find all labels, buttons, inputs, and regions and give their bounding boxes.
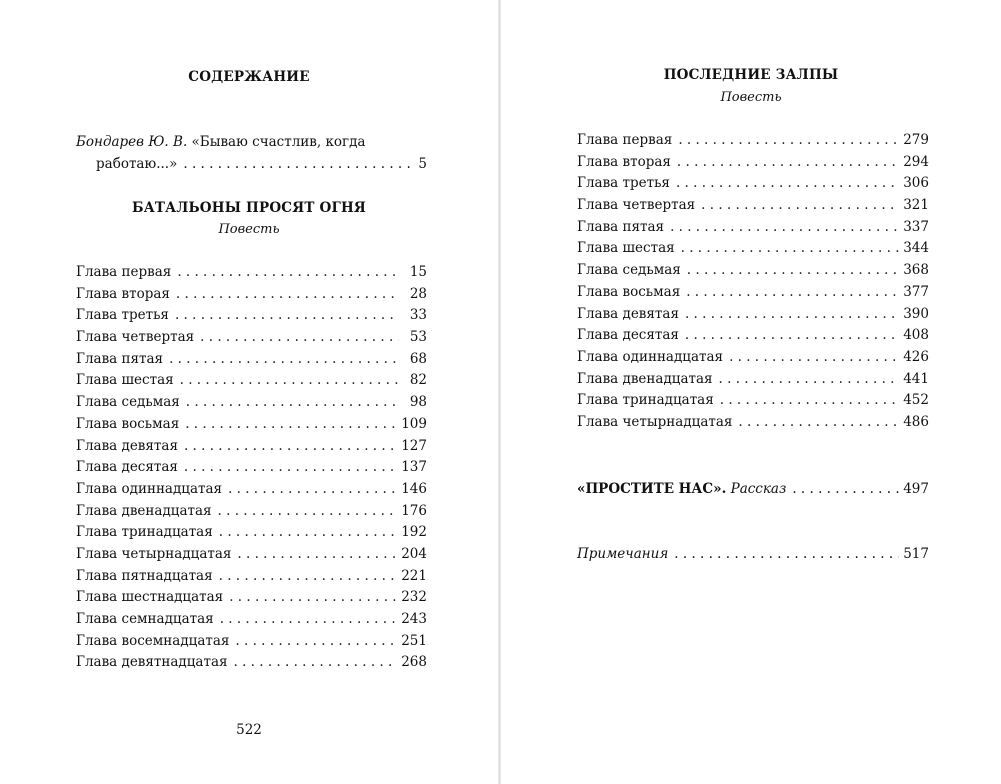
leader-dots <box>228 479 397 501</box>
leader-dots <box>234 652 398 674</box>
story-entry <box>577 479 929 501</box>
foreword-page: 5 <box>418 155 427 172</box>
batalony-chapter-row <box>76 327 427 349</box>
leader-dots <box>184 436 397 458</box>
zalpy-chapter-row <box>577 173 929 195</box>
batalony-chapter-row <box>76 479 427 501</box>
chapter-label: Глава одиннадцатая <box>577 348 724 365</box>
chapter-label: Глава пятая <box>76 350 164 367</box>
leader-dots <box>237 544 397 566</box>
chapter-label: Глава третья <box>577 175 670 192</box>
chapter-label: Глава вторая <box>577 153 671 170</box>
chapter-label: Глава девятая <box>577 305 679 322</box>
chapter-page-number: 279 <box>903 132 929 148</box>
batalony-chapter-row <box>76 609 427 631</box>
leader-dots <box>729 347 899 369</box>
chapter-page-number: 232 <box>401 589 427 606</box>
chapter-page-number: 408 <box>903 327 929 344</box>
chapter-page-number: 243 <box>401 611 427 627</box>
chapter-label: Глава восьмая <box>76 415 180 432</box>
story-kind: Рассказ <box>730 481 787 497</box>
foreword-entry <box>76 132 427 175</box>
leader-dots <box>220 609 398 631</box>
chapter-page-number: 337 <box>903 218 929 235</box>
page-number-left: 522 <box>236 722 262 738</box>
chapter-page-number: 426 <box>903 348 929 365</box>
leader-dots <box>219 566 398 588</box>
leader-dots <box>685 304 899 326</box>
batalony-chapter-row <box>76 284 427 306</box>
chapter-label: Глава седьмая <box>76 394 180 411</box>
zalpy-chapter-row <box>577 130 929 152</box>
chapter-page-number: 15 <box>409 264 427 280</box>
leader-dots <box>185 414 397 436</box>
chapter-label: Глава семнадцатая <box>76 611 214 627</box>
batalony-chapter-row <box>76 370 427 392</box>
toc-list-batalony <box>76 262 427 674</box>
leader-dots <box>686 282 899 304</box>
leader-dots <box>229 587 397 609</box>
zalpy-chapter-row <box>577 217 929 239</box>
chapter-page-number: 33 <box>409 307 427 324</box>
chapter-page-number: 390 <box>903 305 929 322</box>
chapter-page-number: 176 <box>401 502 427 519</box>
batalony-chapter-row <box>76 436 427 458</box>
chapter-label: Глава пятая <box>577 218 665 235</box>
chapter-label: Глава одиннадцатая <box>76 480 223 497</box>
leader-dots <box>177 262 399 284</box>
chapter-page-number: 344 <box>903 240 929 257</box>
leader-dots <box>701 195 899 217</box>
leader-dots <box>678 130 899 152</box>
leader-dots <box>738 412 899 434</box>
chapter-page-number: 204 <box>401 545 427 562</box>
chapter-page-number: 68 <box>409 350 427 367</box>
chapter-label: Глава первая <box>577 132 673 148</box>
notes-entry <box>577 544 929 566</box>
chapter-label: Глава четвертая <box>76 329 195 346</box>
batalony-chapter-row <box>76 522 427 544</box>
chapter-label: Глава четырнадцатая <box>577 413 733 430</box>
zalpy-chapter-row <box>577 282 929 304</box>
chapter-page-number: 28 <box>409 285 427 302</box>
chapter-label: Глава девятнадцатая <box>76 654 228 671</box>
chapter-label: Глава шестая <box>577 240 675 257</box>
leader-dots <box>184 457 397 479</box>
leader-dots <box>235 631 397 653</box>
chapter-label: Глава четырнадцатая <box>76 545 232 562</box>
chapter-label: Глава десятая <box>76 459 178 476</box>
zalpy-chapter-row <box>577 238 929 260</box>
section-subtitle-zalpy: Повесть <box>720 90 782 105</box>
leader-dots <box>677 152 899 174</box>
leader-dots <box>219 522 397 544</box>
chapter-page-number: 98 <box>409 394 427 411</box>
chapter-page-number: 127 <box>401 437 427 454</box>
leader-dots <box>676 173 899 195</box>
section-title-batalony: БАТАЛЬОНЫ ПРОСЯТ ОГНЯ <box>131 200 367 216</box>
story-page: 497 <box>903 481 929 497</box>
leader-dots <box>719 369 900 391</box>
batalony-chapter-row <box>76 566 427 588</box>
leader-dots <box>180 370 399 392</box>
foreword-author: Бондарев Ю. В. <box>76 134 188 150</box>
batalony-chapter-row <box>76 262 427 284</box>
chapter-label: Глава девятая <box>76 437 178 454</box>
leader-dots <box>218 501 398 523</box>
batalony-chapter-row <box>76 587 427 609</box>
batalony-chapter-row <box>76 652 427 674</box>
chapter-page-number: 321 <box>903 197 929 214</box>
chapter-page-number: 268 <box>401 654 427 671</box>
leader-dots <box>175 305 399 327</box>
notes-page: 517 <box>903 546 929 562</box>
notes-leader-dots <box>674 544 899 566</box>
batalony-chapter-row <box>76 544 427 566</box>
chapter-label: Глава четвертая <box>577 197 696 214</box>
story-leader-dots <box>792 479 899 501</box>
chapter-page-number: 368 <box>903 262 929 279</box>
chapter-label: Глава десятая <box>577 327 679 344</box>
chapter-page-number: 452 <box>903 392 929 409</box>
zalpy-chapter-row <box>577 304 929 326</box>
chapter-page-number: 377 <box>903 283 929 300</box>
section-subtitle-batalony: Повесть <box>218 222 280 237</box>
zalpy-chapter-row <box>577 325 929 347</box>
zalpy-chapter-row <box>577 412 929 434</box>
leader-dots <box>670 217 899 239</box>
zalpy-chapter-row <box>577 369 929 391</box>
chapter-page-number: 486 <box>903 413 929 430</box>
leader-dots <box>176 284 399 306</box>
leader-dots <box>685 325 899 347</box>
leader-dots <box>681 238 900 260</box>
zalpy-chapter-row <box>577 152 929 174</box>
chapter-page-number: 192 <box>401 524 427 541</box>
chapter-label: Глава двенадцатая <box>76 502 212 519</box>
zalpy-chapter-row <box>577 347 929 369</box>
chapter-page-number: 109 <box>401 415 427 432</box>
right-page <box>501 0 1001 784</box>
chapter-label: Глава тринадцатая <box>577 392 714 409</box>
zalpy-chapter-row <box>577 195 929 217</box>
chapter-label: Глава седьмая <box>577 262 681 279</box>
left-page <box>0 0 498 784</box>
chapter-page-number: 294 <box>903 153 929 170</box>
batalony-chapter-row <box>76 501 427 523</box>
batalony-chapter-row <box>76 349 427 371</box>
chapter-page-number: 306 <box>903 175 929 192</box>
chapter-page-number: 53 <box>409 329 427 346</box>
chapter-page-number: 441 <box>903 370 929 387</box>
batalony-chapter-row <box>76 457 427 479</box>
leader-dots <box>169 349 399 371</box>
leader-dots <box>720 390 899 412</box>
leader-dots <box>200 327 399 349</box>
foreword-title-line2: работаю...» <box>96 155 178 172</box>
section-title-zalpy: ПОСЛЕДНИЕ ЗАЛПЫ <box>663 67 839 83</box>
leader-dots <box>687 260 899 282</box>
chapter-label: Глава тринадцатая <box>76 524 213 541</box>
notes-label: Примечания <box>577 546 669 562</box>
chapter-page-number: 146 <box>401 480 427 497</box>
leader-dots <box>186 392 399 414</box>
chapter-label: Глава шестнадцатая <box>76 589 224 606</box>
chapter-page-number: 82 <box>409 372 427 389</box>
batalony-chapter-row <box>76 305 427 327</box>
batalony-chapter-row <box>76 631 427 653</box>
chapter-label: Глава пятнадцатая <box>76 567 213 584</box>
foreword-leader-dots <box>183 154 414 176</box>
batalony-chapter-row <box>76 414 427 436</box>
chapter-label: Глава шестая <box>76 372 174 389</box>
zalpy-chapter-row <box>577 390 929 412</box>
story-title: «ПРОСТИТЕ НАС». <box>577 481 727 497</box>
chapter-page-number: 221 <box>401 567 427 584</box>
chapter-label: Глава двенадцатая <box>577 370 713 387</box>
chapter-label: Глава вторая <box>76 285 170 302</box>
toc-list-zalpy <box>577 130 929 434</box>
zalpy-chapter-row <box>577 260 929 282</box>
chapter-label: Глава первая <box>76 264 172 280</box>
chapter-label: Глава третья <box>76 307 169 324</box>
chapter-label: Глава восемнадцатая <box>76 632 230 649</box>
foreword-title-line1: «Бываю счастлив, когда <box>191 134 366 150</box>
batalony-chapter-row <box>76 392 427 414</box>
chapter-label: Глава восьмая <box>577 283 681 300</box>
contents-heading: СОДЕРЖАНИЕ <box>188 69 310 85</box>
chapter-page-number: 137 <box>401 459 427 476</box>
chapter-page-number: 251 <box>401 632 427 649</box>
